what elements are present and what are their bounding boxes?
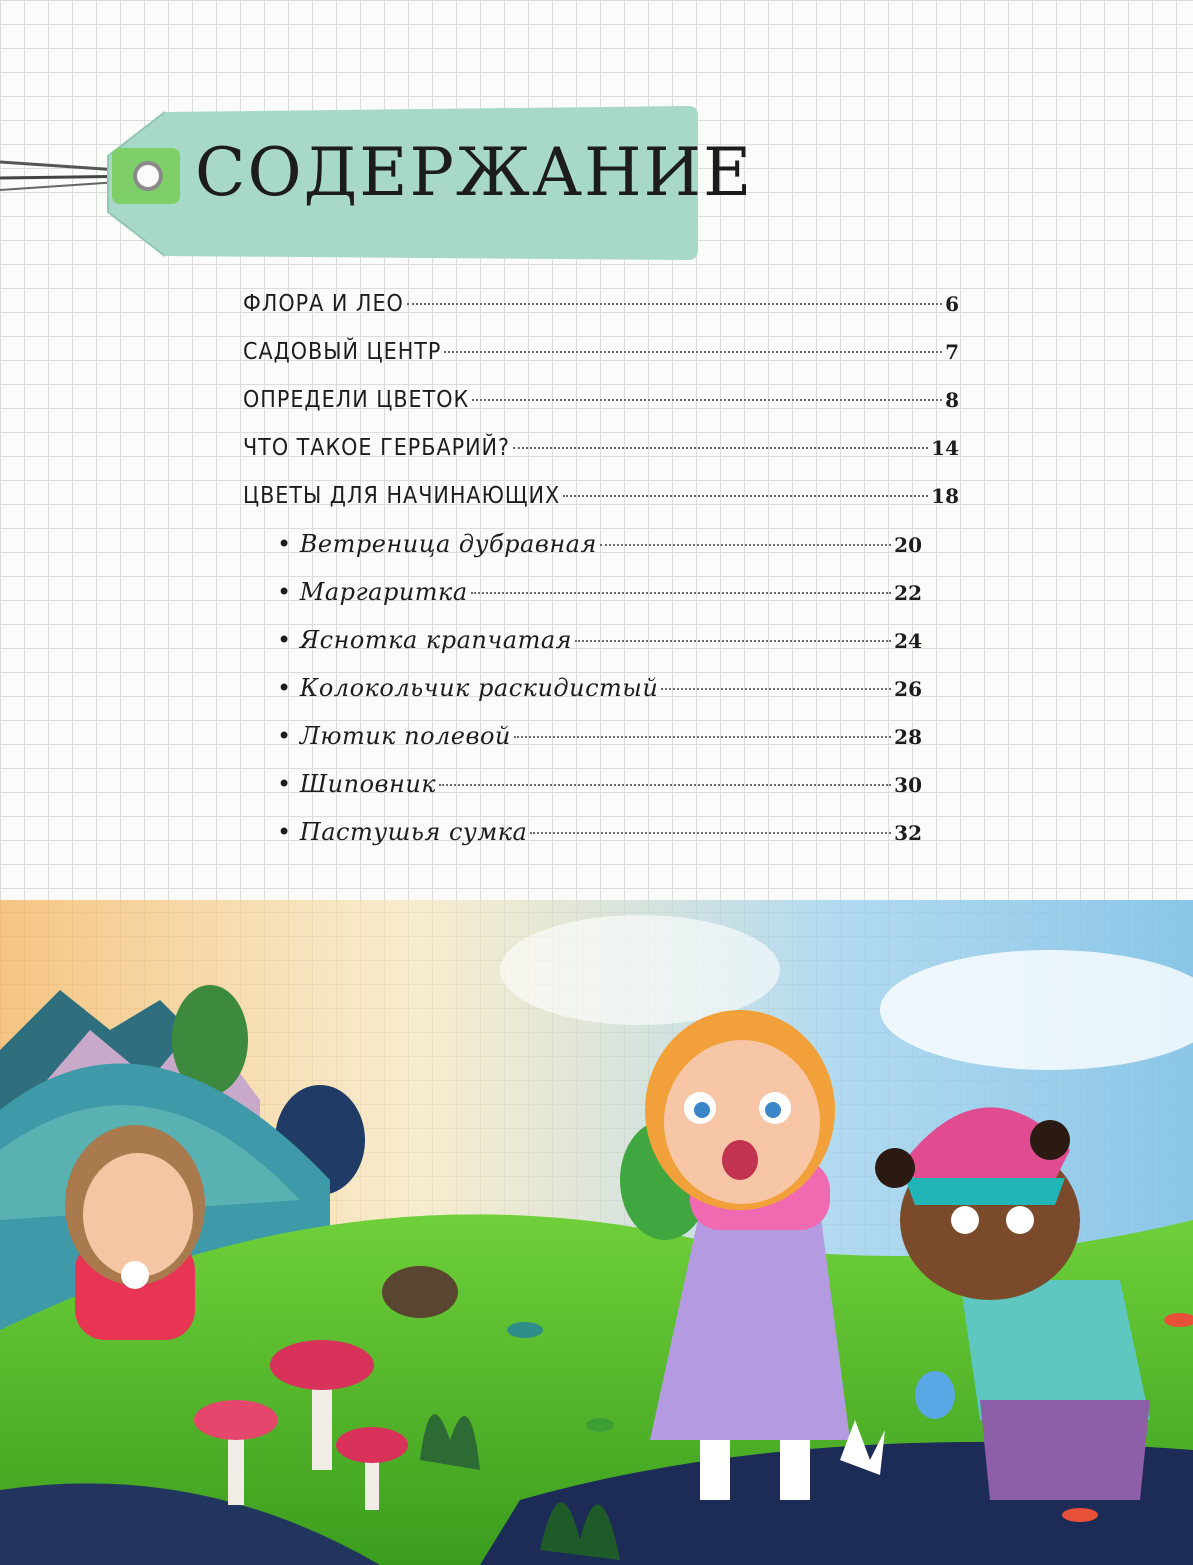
toc-entry-label: • Ветреница дубравная bbox=[277, 530, 597, 558]
toc-page-number: 6 bbox=[945, 292, 959, 316]
toc-entry-label: • Пастушья сумка bbox=[277, 818, 528, 846]
toc-entry-label: • Яснотка крапчатая bbox=[277, 626, 573, 654]
toc-entry-label: • Шиповник bbox=[277, 770, 437, 798]
toc-page-number: 14 bbox=[931, 436, 959, 460]
toc-entry[interactable] bbox=[243, 520, 959, 568]
toc-entry[interactable] bbox=[243, 568, 959, 616]
toc-entry-label: САДОВЫЙ ЦЕНТР bbox=[243, 339, 442, 365]
toc-entry[interactable] bbox=[243, 424, 959, 472]
toc-entry[interactable] bbox=[243, 616, 959, 664]
dot-leader bbox=[575, 640, 891, 642]
toc-page-number: 28 bbox=[894, 725, 922, 749]
toc-entry[interactable] bbox=[243, 280, 959, 328]
toc-page-number: 32 bbox=[894, 821, 922, 845]
dot-leader bbox=[513, 447, 928, 449]
toc-entry-label: • Лютик полевой bbox=[277, 722, 511, 750]
dot-leader bbox=[439, 784, 891, 786]
toc-entry[interactable] bbox=[243, 664, 959, 712]
dot-leader bbox=[661, 688, 891, 690]
toc-entry-label: ФЛОРА И ЛЕО bbox=[243, 291, 404, 317]
toc-entry[interactable] bbox=[243, 760, 959, 808]
toc-page-number: 7 bbox=[945, 340, 959, 364]
toc-entry[interactable] bbox=[243, 376, 959, 424]
illustration bbox=[0, 860, 1193, 1565]
toc-page-number: 18 bbox=[931, 484, 959, 508]
toc-entry-label: • Колокольчик раскидистый bbox=[277, 674, 659, 702]
toc-entry[interactable] bbox=[243, 712, 959, 760]
toc-entry-label: ЧТО ТАКОЕ ГЕРБАРИЙ? bbox=[243, 435, 511, 461]
dot-leader bbox=[407, 303, 942, 305]
toc-page-number: 20 bbox=[894, 533, 922, 557]
dot-leader bbox=[563, 495, 928, 497]
table-of-contents bbox=[243, 280, 959, 856]
dot-leader bbox=[514, 736, 891, 738]
toc-entry-label: • Маргаритка bbox=[277, 578, 468, 606]
toc-page-number: 8 bbox=[945, 388, 959, 412]
toc-page-number: 24 bbox=[894, 629, 922, 653]
toc-page-number: 30 bbox=[894, 773, 922, 797]
toc-entry-label: ЦВЕТЫ ДЛЯ НАЧИНАЮЩИХ bbox=[243, 483, 561, 509]
toc-entry-label: ОПРЕДЕЛИ ЦВЕТОК bbox=[243, 387, 470, 413]
dot-leader bbox=[530, 832, 891, 834]
toc-page-number: 26 bbox=[894, 677, 922, 701]
dot-leader bbox=[471, 592, 891, 594]
toc-entry[interactable] bbox=[243, 472, 959, 520]
dot-leader bbox=[444, 351, 942, 353]
toc-entry[interactable] bbox=[243, 328, 959, 376]
dot-leader bbox=[472, 399, 942, 401]
toc-page-number: 22 bbox=[894, 581, 922, 605]
page-title: СОДЕРЖАНИЕ bbox=[195, 134, 754, 211]
toc-entry[interactable] bbox=[243, 808, 959, 856]
dot-leader bbox=[600, 544, 891, 546]
